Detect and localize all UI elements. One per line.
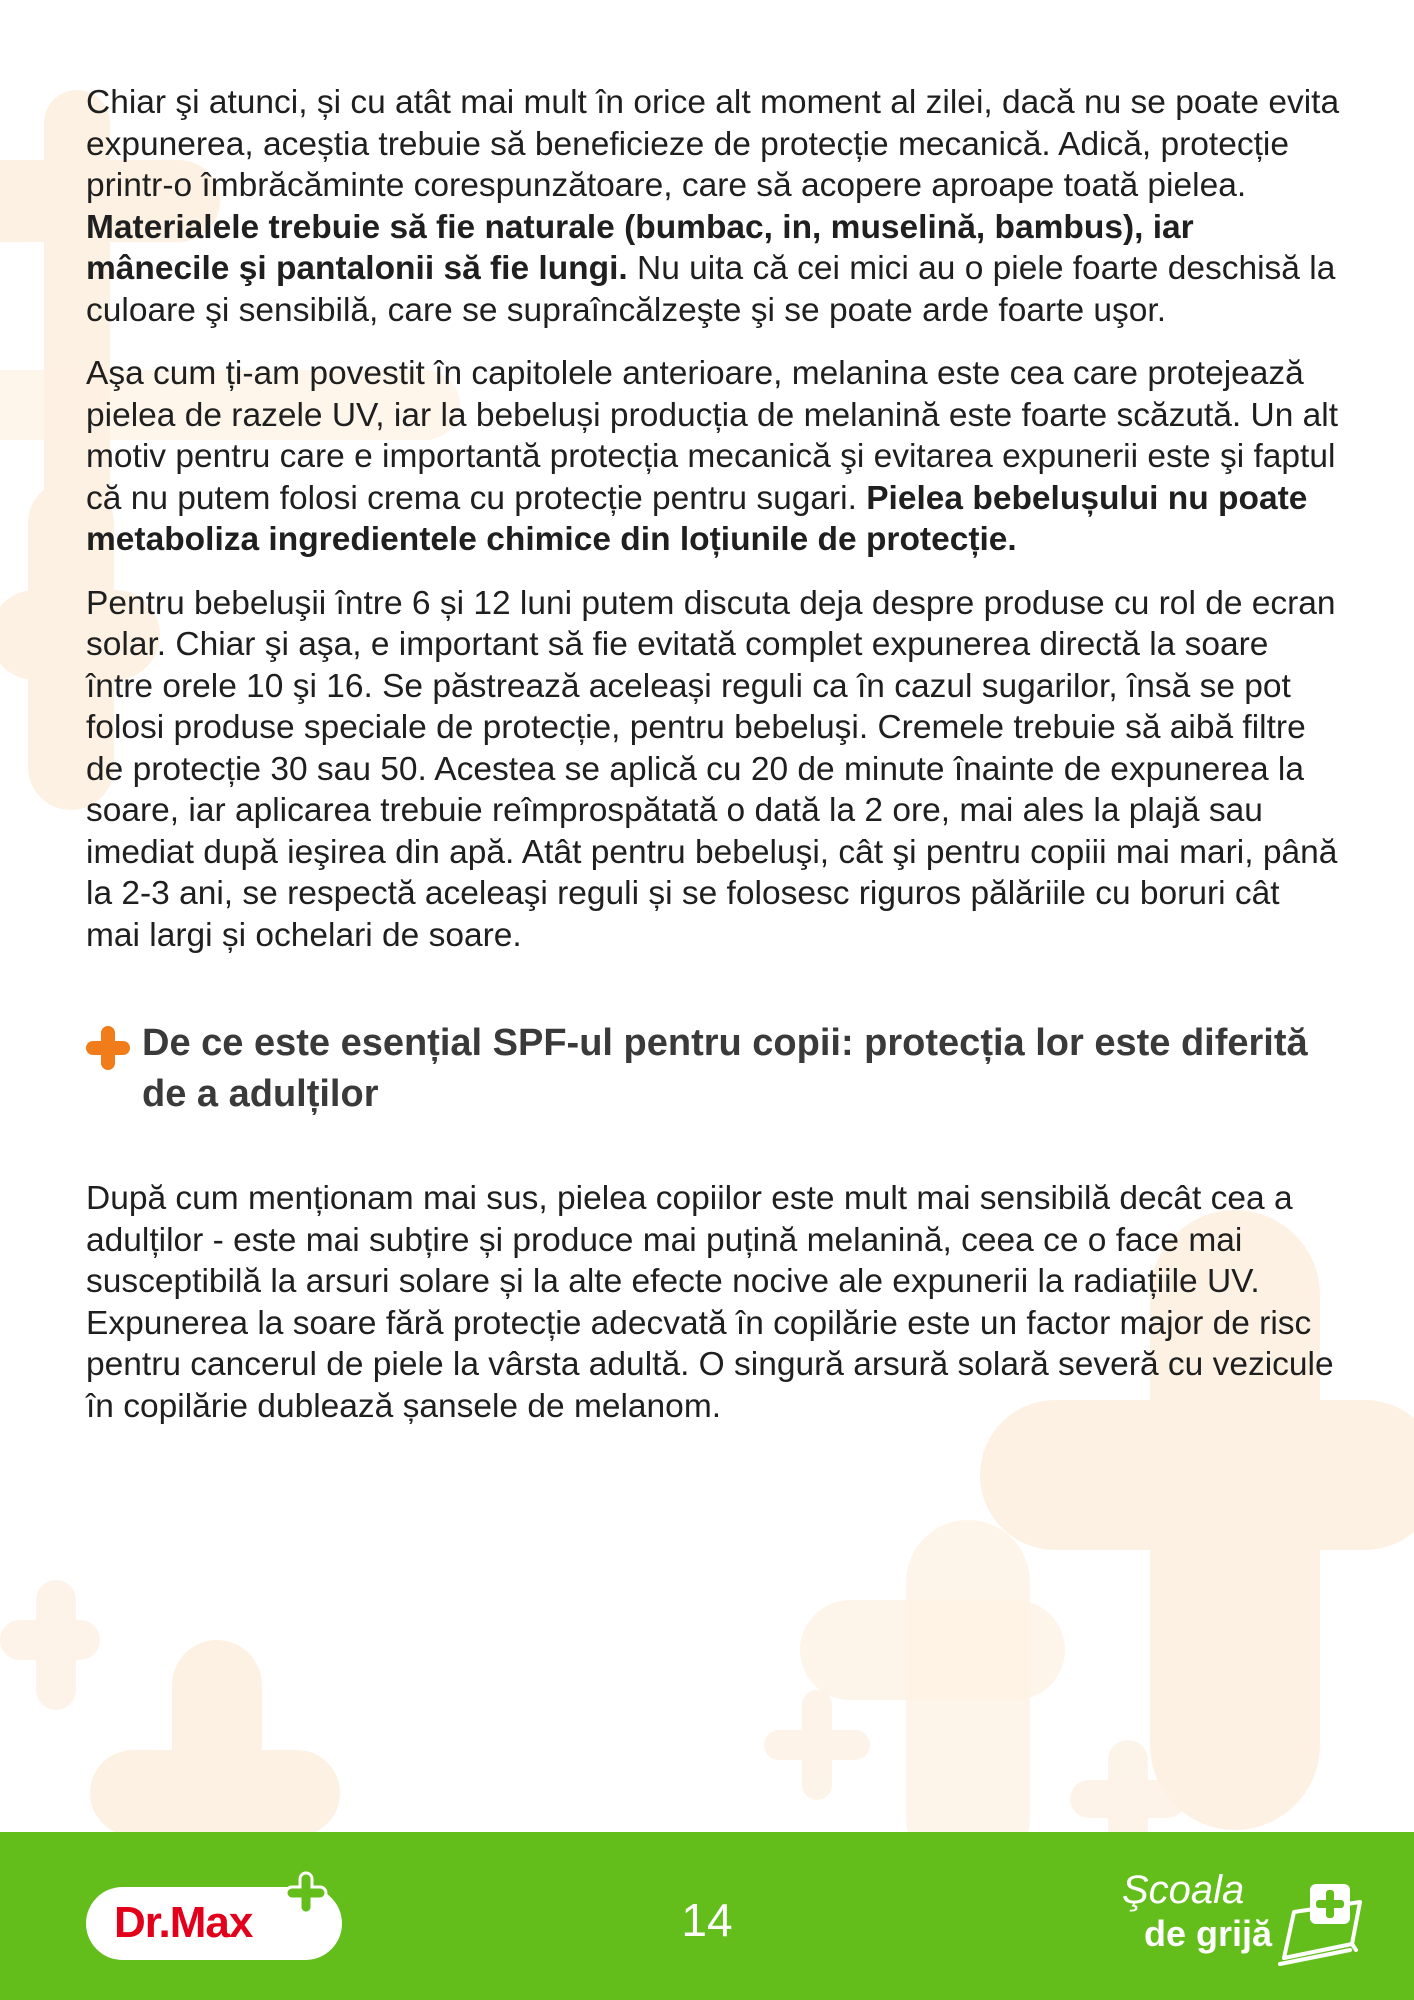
- footer-bar: [0, 1832, 1414, 2000]
- paragraph-text: Expunerea la soare fără protecție adecvată în copilărie este un factor major de risc pentru cancerul de piele la vârsta adultă. O singură arsură solară severă cu vezicule în copilărie dublează șansele de melanom.: [86, 1304, 1334, 1425]
- paragraph: [86, 353, 1341, 561]
- drmax-logo-text: Dr.Max: [114, 1898, 253, 1947]
- scoala-de-grija-logo: [1110, 1866, 1380, 1986]
- plus-icon: [86, 1026, 130, 1070]
- decorative-cross-icon: [0, 1580, 100, 1710]
- paragraph-text: Nu uita că cei mici au o piele foarte deschisă la culoare şi sensibilă, care se supraîncălzeşte şi se poate arde foarte uşor.: [86, 250, 1336, 329]
- drmax-logo: [86, 1887, 342, 1960]
- section-heading-text: De ce este esențial SPF-ul pentru copii: protecția lor este diferită de a adulților: [142, 1022, 1308, 1115]
- decorative-cross-icon: [800, 1520, 1065, 1832]
- page-number: 14: [681, 1894, 733, 1946]
- paragraph: [86, 583, 1341, 957]
- paragraph: [86, 82, 1341, 331]
- paragraph-text: Pentru bebeluşii între 6 și 12 luni putem discuta deja despre produse cu rol de ecran solar. Chiar şi aşa, e important să fie evitată complet expunerea directă la soare între orele 10 şi 16. Se păstrează aceleași reguli ca în cazul sugarilor, însă se pot folosi produse speciale de protecție, pentru bebeluşi. Cremele trebuie să aibă filtre de protecție 30 sau 50. Acestea se aplică cu 20 de minute înainte de expunerea la soare, iar aplicarea trebuie reîmprospătată o dată la 2 ore, mai ales la plajă sau imediat după ieşirea din apă. Atât pentru bebeluşi, cât şi pentru copiii mai mari, până la 2-3 ani, se respectă aceleaşi reguli și se folosesc riguros pălăriile cu boruri cât mai largi și ochelari de soare.: [86, 584, 1338, 954]
- paragraph-text: Chiar şi atunci, și cu atât mai mult în orice alt moment al zilei, dacă nu se poate evita expunerea, aceștia trebuie să beneficieze de protecție mecanică. Adică, protecție printr-o îmbrăcăminte corespunzătoare, care să acopere aproape toată pielea.: [86, 84, 1340, 204]
- paragraph-text: Aşa cum ți-am povestit în capitolele anterioare, melanina este cea care protejează pielea de razele UV, iar la bebeluși producția de melanină este foarte scăzută. Un alt motiv pentru care e importantă protecția mecanică şi evitarea expunerii este şi faptul că nu putem folosi crema cu protecție pentru sugari.: [86, 355, 1339, 517]
- decorative-cross-icon: [90, 1640, 340, 1832]
- paragraph-bold-text: Pielea bebelușului nu poate metaboliza ingredientele chimice din loțiunile de protecție.: [86, 479, 1308, 558]
- article-body: [86, 82, 1341, 1427]
- drmax-plus-icon: [284, 1871, 328, 1915]
- scoala-logo-line1: Şcoala: [1122, 1868, 1245, 1912]
- scoala-book-icon: [1270, 1872, 1370, 1972]
- paragraph-bold-text: Materialele trebuie să fie naturale (bumbac, in, muselină, bambus), iar mânecile şi pantalonii să fie lungi.: [86, 208, 1194, 287]
- decorative-cross-icon: [764, 1690, 870, 1800]
- scoala-logo-line2: de grijă: [1144, 1913, 1273, 1954]
- paragraph: [86, 1178, 1341, 1427]
- paragraph-text: După cum menționam mai sus, pielea copiilor este mult mai sensibilă decât cea a adulților - este mai subțire și produce mai puțină melanină, ceea ce o face mai susceptibilă la arsuri solare și la alte efecte nocive ale expunerii la radiațiile UV.: [86, 1180, 1293, 1300]
- section-heading: [86, 1018, 1341, 1120]
